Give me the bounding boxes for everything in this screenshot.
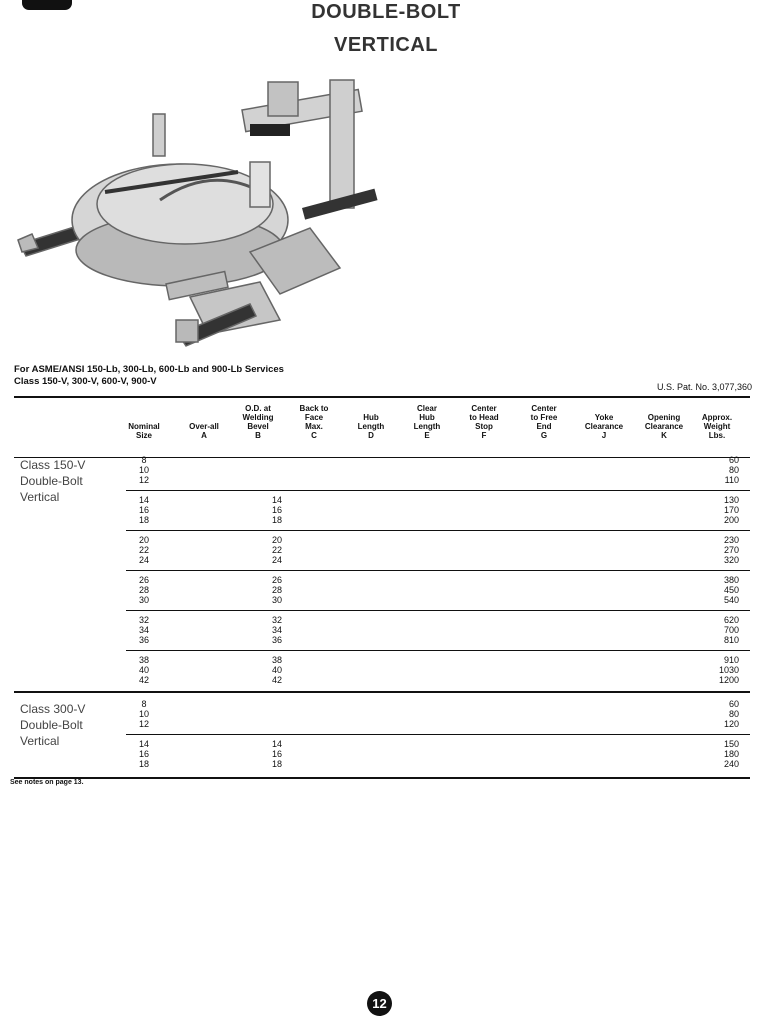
cell-size: 12 bbox=[138, 719, 149, 729]
column-header-text: Hub bbox=[363, 413, 379, 422]
column-header-W bbox=[687, 413, 747, 440]
cell-W: 320 bbox=[723, 555, 739, 565]
cell-B: 16 bbox=[271, 505, 282, 515]
cell-W: 80 bbox=[728, 465, 739, 475]
cell-W: 540 bbox=[723, 595, 739, 605]
column-header-text: Back to bbox=[299, 404, 329, 413]
cell-W: 230 bbox=[723, 535, 739, 545]
cell-W: 380 bbox=[723, 575, 739, 585]
table-top-rule bbox=[14, 396, 750, 398]
cell-size: 8 bbox=[141, 699, 147, 709]
cell-B: 24 bbox=[271, 555, 282, 565]
cell-size: 34 bbox=[138, 625, 149, 635]
services-line-2: Class 150-V, 300-V, 600-V, 900-V bbox=[14, 376, 157, 387]
column-header-text: Clear bbox=[416, 404, 437, 413]
cell-B: 28 bbox=[271, 585, 282, 595]
cell-W: 170 bbox=[723, 505, 739, 515]
cell-W: 60 bbox=[728, 699, 739, 709]
cell-B: 16 bbox=[271, 749, 282, 759]
cell-W: 620 bbox=[723, 615, 739, 625]
column-header-text: Clearance bbox=[644, 422, 684, 431]
cell-B: 30 bbox=[271, 595, 282, 605]
column-header-B bbox=[226, 404, 290, 440]
cell-size: 40 bbox=[138, 665, 149, 675]
cell-size: 32 bbox=[138, 615, 149, 625]
cell-B: 40 bbox=[271, 665, 282, 675]
class-label-line: Vertical bbox=[20, 490, 60, 504]
cell-size: 10 bbox=[138, 709, 149, 719]
column-header-text: Bevel bbox=[247, 422, 269, 431]
group-rule bbox=[126, 570, 750, 571]
patent-number: U.S. Pat. No. 3,077,360 bbox=[656, 382, 752, 392]
cell-W: 60 bbox=[728, 455, 739, 465]
group-rule bbox=[126, 530, 750, 531]
cell-B: 26 bbox=[271, 575, 282, 585]
class-label-line: Vertical bbox=[20, 734, 60, 748]
cell-size: 28 bbox=[138, 585, 149, 595]
cell-size: 24 bbox=[138, 555, 149, 565]
cell-size: 30 bbox=[138, 595, 149, 605]
cell-B: 18 bbox=[271, 515, 282, 525]
column-header-text: Stop bbox=[475, 422, 493, 431]
cell-W: 1030 bbox=[718, 665, 739, 675]
column-header-text: Over-all bbox=[189, 422, 219, 431]
column-header-text: B bbox=[255, 431, 261, 440]
column-header-text: Nominal bbox=[128, 422, 160, 431]
cell-W: 80 bbox=[728, 709, 739, 719]
cell-W: 240 bbox=[723, 759, 739, 769]
class-label-line: Class 300-V bbox=[20, 702, 86, 716]
cell-W: 110 bbox=[724, 475, 739, 485]
cell-W: 1200 bbox=[718, 675, 739, 685]
services-note bbox=[14, 364, 284, 388]
column-header-D bbox=[339, 413, 403, 440]
column-header-text: Center bbox=[471, 404, 497, 413]
class-section-label bbox=[20, 701, 85, 749]
column-header-text: Size bbox=[135, 431, 152, 440]
column-header-text: Length bbox=[413, 422, 441, 431]
column-header-text: Max. bbox=[305, 422, 323, 431]
cell-size: 18 bbox=[138, 515, 149, 525]
cell-size: 16 bbox=[138, 749, 149, 759]
column-header-text: to Head bbox=[469, 413, 499, 422]
column-header-text: Approx. bbox=[701, 413, 733, 422]
column-header-text: K bbox=[661, 431, 667, 440]
section-rule bbox=[14, 691, 750, 693]
column-header-text: Lbs. bbox=[708, 431, 726, 440]
group-rule bbox=[126, 650, 750, 651]
page-title-line2: VERTICAL bbox=[334, 34, 438, 56]
column-header-text: Hub bbox=[419, 413, 435, 422]
cell-W: 270 bbox=[723, 545, 739, 555]
cell-W: 910 bbox=[723, 655, 739, 665]
cell-size: 14 bbox=[138, 495, 149, 505]
page-title-line1: DOUBLE-BOLT bbox=[311, 1, 461, 23]
group-rule bbox=[126, 610, 750, 611]
header-rule bbox=[14, 457, 750, 458]
cell-size: 22 bbox=[138, 545, 149, 555]
cell-B: 14 bbox=[271, 495, 282, 505]
cell-B: 32 bbox=[271, 615, 282, 625]
cell-B: 14 bbox=[271, 739, 282, 749]
class-label-line: Double-Bolt bbox=[20, 474, 83, 488]
cell-B: 18 bbox=[271, 759, 282, 769]
column-header-text: Welding bbox=[242, 413, 274, 422]
cell-B: 34 bbox=[271, 625, 282, 635]
cell-B: 36 bbox=[271, 635, 282, 645]
cell-B: 38 bbox=[271, 655, 282, 665]
cell-size: 18 bbox=[138, 759, 149, 769]
column-header-text: Face bbox=[304, 413, 324, 422]
column-header-text: Opening bbox=[647, 413, 681, 422]
cell-W: 150 bbox=[723, 739, 739, 749]
cell-W: 120 bbox=[723, 719, 739, 729]
column-header-text: End bbox=[536, 422, 552, 431]
cell-size: 12 bbox=[138, 475, 149, 485]
column-header-text: G bbox=[540, 431, 548, 440]
group-rule bbox=[126, 490, 750, 491]
column-header-F bbox=[452, 404, 516, 440]
column-header-C bbox=[282, 404, 346, 440]
class-section-label bbox=[20, 457, 85, 505]
column-header-text: F bbox=[481, 431, 487, 440]
services-line-1: For ASME/ANSI 150-Lb, 300-Lb, 600-Lb and 900-Lb Services bbox=[14, 364, 284, 375]
column-header-G bbox=[512, 404, 576, 440]
cell-size: 38 bbox=[138, 655, 149, 665]
column-header-text: Clearance bbox=[584, 422, 624, 431]
column-header-text: Yoke bbox=[594, 413, 614, 422]
column-header-text: J bbox=[601, 431, 607, 440]
cell-size: 8 bbox=[141, 455, 147, 465]
column-header-text: E bbox=[424, 431, 430, 440]
cell-size: 26 bbox=[138, 575, 149, 585]
cell-size: 36 bbox=[138, 635, 149, 645]
column-header-text: Center bbox=[531, 404, 557, 413]
column-header-text: C bbox=[311, 431, 317, 440]
cell-W: 200 bbox=[723, 515, 739, 525]
cell-B: 22 bbox=[271, 545, 282, 555]
class-label-line: Double-Bolt bbox=[20, 718, 83, 732]
column-header-text: to Free bbox=[530, 413, 558, 422]
cell-size: 10 bbox=[138, 465, 149, 475]
notes-reference: See notes on page 13. bbox=[10, 779, 84, 786]
column-header-text: O.D. at bbox=[245, 404, 271, 413]
class-label-line: Class 150-V bbox=[20, 458, 86, 472]
column-header-E bbox=[395, 404, 459, 440]
column-header-J bbox=[572, 413, 636, 440]
corner-tab bbox=[22, 0, 72, 10]
column-header-text: D bbox=[368, 431, 374, 440]
cell-W: 130 bbox=[723, 495, 739, 505]
cell-B: 20 bbox=[271, 535, 282, 545]
column-header-text: A bbox=[201, 431, 207, 440]
cell-W: 450 bbox=[723, 585, 739, 595]
table-bottom-rule bbox=[14, 777, 750, 779]
page-number-badge: 12 bbox=[367, 991, 392, 1016]
cell-size: 42 bbox=[138, 675, 149, 685]
cell-size: 16 bbox=[138, 505, 149, 515]
closure-product-photo bbox=[10, 72, 390, 352]
column-header-text: Weight bbox=[703, 422, 731, 431]
column-header-text: Length bbox=[357, 422, 385, 431]
cell-size: 14 bbox=[138, 739, 149, 749]
cell-B: 42 bbox=[271, 675, 282, 685]
group-rule bbox=[126, 734, 750, 735]
cell-W: 700 bbox=[723, 625, 739, 635]
column-header-size bbox=[118, 422, 170, 440]
cell-W: 180 bbox=[723, 749, 739, 759]
cell-W: 810 bbox=[723, 635, 739, 645]
cell-size: 20 bbox=[138, 535, 149, 545]
